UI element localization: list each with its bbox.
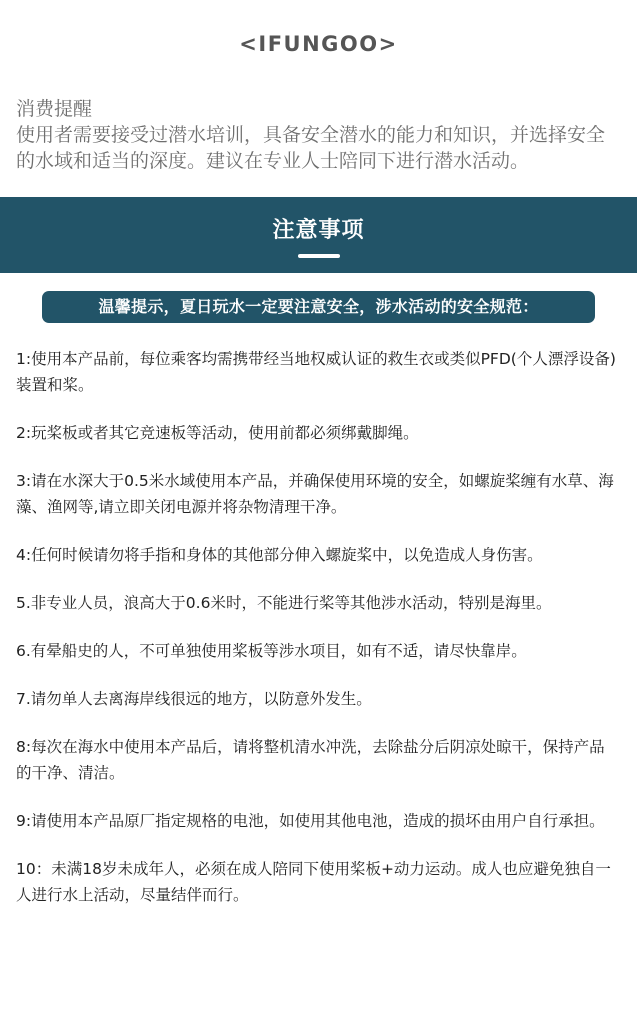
rule-item: 9:请使用本产品原厂指定规格的电池，如使用其他电池，造成的损坏由用户自行承担。	[16, 812, 605, 830]
rule-item: 10：未满18岁未成年人，必须在成人陪同下使用桨板+动力运动。成人也应避免独自一人进行水上活动，尽量结伴而行。	[16, 860, 611, 904]
rule-item: 2:玩桨板或者其它竞速板等活动，使用前都必须绑戴脚绳。	[16, 424, 419, 442]
consumer-notice	[16, 96, 616, 174]
section-title: 注意事项	[272, 218, 365, 243]
rules-list	[16, 346, 620, 930]
brand-logo: <IFUNGOO>	[239, 32, 398, 56]
rule-item: 4:任何时候请勿将手指和身体的其他部分伸入螺旋桨中，以免造成人身伤害。	[16, 546, 543, 564]
title-underline	[298, 254, 340, 258]
consumer-notice-body: 使用者需要接受过潜水培训，具备安全潜水的能力和知识，并选择安全的水域和适当的深度。建议在专业人士陪同下进行潜水活动。	[16, 124, 606, 172]
rule-item: 6.有晕船史的人，不可单独使用桨板等涉水项目，如有不适，请尽快靠岸。	[16, 642, 527, 660]
rule-item: 3:请在水深大于0.5米水域使用本产品，并确保使用环境的安全，如螺旋桨缠有水草、海藻、渔网等,请立即关闭电源并将杂物清理干净。	[16, 472, 614, 516]
section-banner	[0, 197, 637, 273]
rule-item: 1:使用本产品前，每位乘客均需携带经当地权威认证的救生衣或类似PFD(个人漂浮设备)装置和桨。	[16, 350, 616, 394]
rule-item: 5.非专业人员，浪高大于0.6米时，不能进行桨等其他涉水活动，特别是海里。	[16, 594, 552, 612]
consumer-notice-title: 消费提醒	[16, 98, 93, 120]
rule-item: 8:每次在海水中使用本产品后，请将整机清水冲洗，去除盐分后阴凉处晾干，保持产品的干净、清洁。	[16, 738, 605, 782]
rule-item: 7.请勿单人去离海岸线很远的地方，以防意外发生。	[16, 690, 372, 708]
safety-tip-pill: 温馨提示，夏日玩水一定要注意安全，涉水活动的安全规范：	[42, 291, 595, 323]
